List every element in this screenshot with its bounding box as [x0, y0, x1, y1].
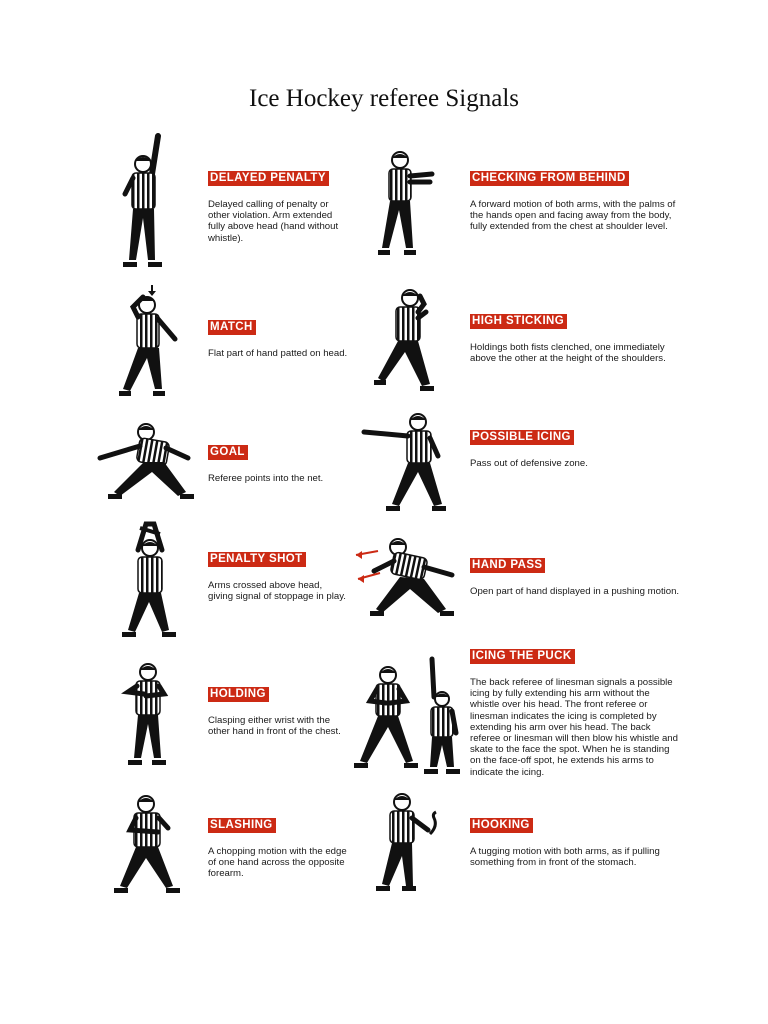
referee-hooking-figure: [372, 790, 452, 894]
referee-penalty-shot-figure: [116, 520, 186, 642]
signal-description: Clasping either wrist with the other hand in front of the chest.: [208, 715, 341, 738]
signal-label: HIGH STICKING: [470, 314, 567, 329]
signal-slashing: [208, 815, 358, 880]
signal-description: A forward motion of both arms, with the palms of the hands open and facing away from the body, fully extended from the chest at shoulder level.: [470, 199, 676, 233]
signal-description: Referee points into the net.: [208, 473, 324, 484]
signal-description: Open part of hand displayed in a pushing motion.: [470, 586, 680, 597]
referee-hand-pass-figure: [352, 535, 464, 625]
signal-possible-icing: [470, 427, 620, 469]
signal-description: The back referee of linesman signals a possible icing by fully extending his arm without the whistle over his head. The front referee or linesman indicates the icing is completed by extending his arm over his head. The back referee or linesman will then blow his whistle and skate to the face the spot. When he is standing on the face-off spot, he extends his arms to indicate the icing.: [470, 677, 678, 778]
signal-penalty-shot: [208, 549, 358, 602]
signal-label: MATCH: [208, 320, 256, 335]
signal-label: GOAL: [208, 445, 248, 460]
signal-description: Holdings both fists clenched, one immediately above the other at the height of the shoulders.: [470, 342, 666, 365]
signal-label: DELAYED PENALTY: [208, 171, 329, 186]
signal-holding: [208, 684, 358, 737]
referee-match-figure: [115, 283, 185, 403]
signal-description: A tugging motion with both arms, as if pulling something from in front of the stomach.: [470, 846, 660, 869]
signal-high-sticking: [470, 311, 666, 365]
referee-high-sticking-figure: [372, 286, 442, 398]
signal-label: POSSIBLE ICING: [470, 430, 574, 445]
signal-icing-the-puck: [470, 646, 678, 778]
signal-label: ICING THE PUCK: [470, 649, 575, 664]
signal-label: PENALTY SHOT: [208, 552, 306, 567]
signal-hand-pass: [470, 555, 680, 597]
signal-description: Flat part of hand patted on head.: [208, 348, 348, 359]
signal-description: A chopping motion with the edge of one hand across the opposite forearm.: [208, 846, 347, 880]
referee-slashing-figure: [110, 790, 190, 900]
signal-delayed-penalty: [208, 168, 358, 244]
referee-delayed-penalty-figure: [112, 132, 182, 274]
referee-icing-the-puck-figure: [352, 655, 464, 777]
referee-goal-figure: [94, 418, 204, 508]
signal-description: Arms crossed above head, giving signal of stoppage in play.: [208, 580, 346, 603]
signal-match: [208, 317, 358, 359]
signal-label: HAND PASS: [470, 558, 545, 573]
referee-possible-icing-figure: [360, 410, 460, 516]
signal-label: HOOKING: [470, 818, 533, 833]
signal-description: Delayed calling of penalty or other violation. Arm extended fully above head (hand without whistle).: [208, 199, 339, 244]
signal-label: HOLDING: [208, 687, 269, 702]
signal-hooking: [470, 815, 660, 869]
page-title: Ice Hockey referee Signals: [249, 85, 519, 112]
signal-description: Pass out of defensive zone.: [470, 458, 588, 469]
referee-checking-from-behind-figure: [370, 150, 440, 262]
signal-checking-from-behind: [470, 168, 676, 233]
signal-goal: [208, 442, 358, 484]
signal-label: CHECKING FROM BEHIND: [470, 171, 629, 186]
referee-holding-figure: [120, 660, 180, 770]
signal-label: SLASHING: [208, 818, 276, 833]
